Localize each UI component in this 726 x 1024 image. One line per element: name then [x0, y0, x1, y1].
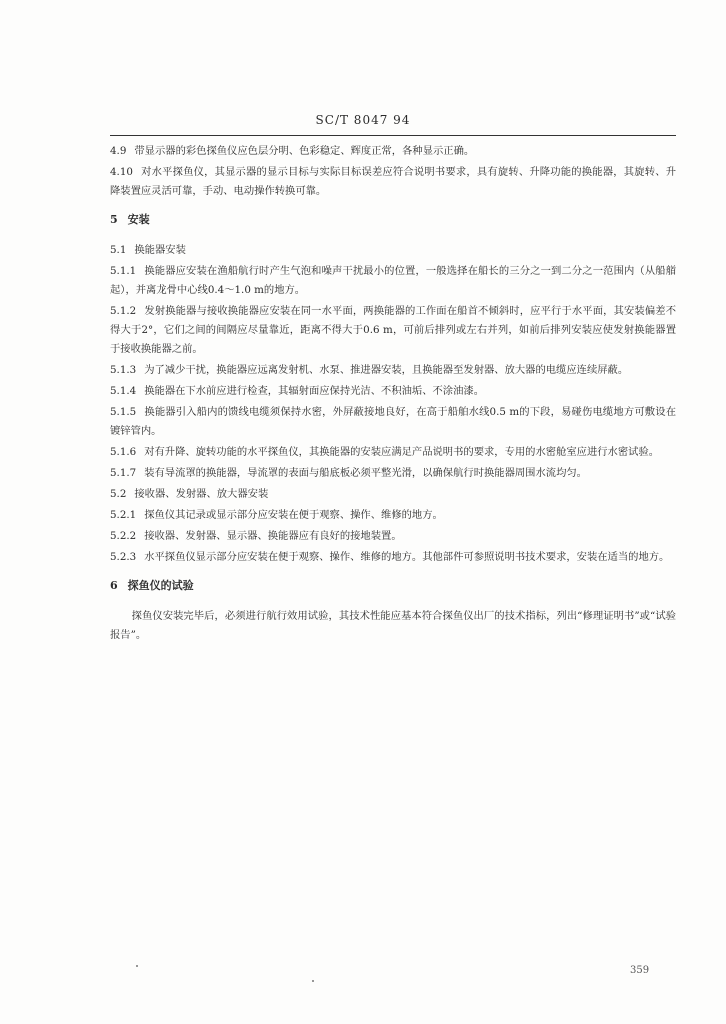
clause-paragraph: [110, 443, 676, 462]
clause-text: 带显示器的彩色探鱼仪应色层分明、色彩稳定、辉度正常，各种显示正确。: [134, 145, 475, 157]
section-heading: [110, 578, 676, 594]
clause-number: 5: [110, 213, 118, 226]
clause-text: 换能器引入船内的馈线电缆须保持水密，外屏蔽接地良好，在高于船舶水线0.5 m的下段，易碰伤电缆地方可敷设在镀锌管内。: [110, 406, 676, 437]
page-header: SC/T 8047 94: [315, 113, 411, 127]
clause-number: 5.1.6: [110, 446, 137, 458]
clause-number: 5.1: [110, 244, 127, 256]
clause-paragraph: [110, 163, 676, 201]
clause-text: 接收器、发射器、显示器、换能器应有良好的接地装置。: [144, 530, 402, 542]
clause-paragraph: [110, 548, 676, 567]
clause-text: 探鱼仪安装完毕后，必须进行航行效用试验，其技术性能应基本符合探鱼仪出厂的技术指标，列出“修理证明书”或“试验报告”。: [110, 610, 676, 641]
clause-paragraph: [110, 302, 676, 359]
clause-paragraph: [110, 464, 676, 483]
clause-text: 对水平探鱼仪，其显示器的显示目标与实际目标误差应符合说明书要求，具有旋转、升降功能的换能器，其旋转、升降装置应灵活可靠，手动、电动操作转换可靠。: [110, 166, 676, 197]
paragraph: [110, 607, 676, 645]
header-rule: [110, 135, 676, 136]
page-number: 359: [630, 965, 650, 976]
clause-paragraph: [110, 262, 676, 300]
clause-text: 探鱼仪的试验: [127, 579, 194, 592]
clause-paragraph: [110, 485, 676, 504]
clause-paragraph: [110, 403, 676, 441]
clause-number: 5.2.1: [110, 509, 137, 521]
clause-number: 5.2.3: [110, 551, 137, 563]
clause-number: 5.1.4: [110, 385, 137, 397]
clause-number: 4.10: [110, 166, 133, 178]
clause-paragraph: [110, 241, 676, 260]
clause-text: 为了减少干扰，换能器应远离发射机、水泵、推进器安装，且换能器至发射器、放大器的电缆应连续屏蔽。: [144, 364, 629, 376]
section-heading: [110, 212, 676, 228]
clause-text: 接收器、发射器、放大器安装: [134, 488, 269, 500]
clause-text: 水平探鱼仪显示部分应安装在便于观察、操作、维修的地方。其他部件可参照说明书技术要求，安装在适当的地方。: [144, 551, 670, 563]
clause-text: 装有导流罩的换能器，导流罩的表面与船底板必须平整光滑，以确保航行时换能器周围水流均匀。: [144, 467, 587, 479]
clause-number: 5.1.7: [110, 467, 137, 479]
clause-text: 换能器在下水前应进行检查，其辐射面应保持光洁、不积油垢、不涂油漆。: [144, 385, 484, 397]
clause-number: 5.1.3: [110, 364, 137, 376]
clause-paragraph: [110, 361, 676, 380]
clause-text: 对有升降、旋转功能的水平探鱼仪，其换能器的安装应满足产品说明书的要求，专用的水密舱室应进行水密试验。: [144, 446, 660, 458]
clause-paragraph: [110, 527, 676, 546]
clause-number: 5.1.1: [110, 265, 137, 277]
clause-number: 6: [110, 579, 118, 592]
clause-text: 换能器应安装在渔船航行时产生气泡和噪声干扰最小的位置，一般选择在船长的三分之一到二分之一范围内（从船艏起），并离龙骨中心线0.4～1.0 m的地方。: [110, 265, 676, 296]
clause-text: 安装: [127, 213, 150, 226]
clause-number: 5.2: [110, 488, 127, 500]
clause-paragraph: [110, 506, 676, 525]
clause-text: 发射换能器与接收换能器应安装在同一水平面，两换能器的工作面在船首不倾斜时，应平行于水平面，其安装偏差不得大于2°，它们之间的间隔应尽量靠近，距离不得大于0.6 m，可前后排列或左右并列，如前后排列安装应使发射换能器置于接收换能器之前。: [110, 305, 676, 355]
clause-text: 换能器安装: [134, 244, 186, 256]
clause-text: 探鱼仪其记录或显示部分应安装在便于观察、操作、维修的地方。: [144, 509, 443, 521]
clause-number: 5.1.2: [110, 305, 137, 317]
clause-paragraph: [110, 142, 676, 161]
clause-number: 5.2.2: [110, 530, 137, 542]
clause-paragraph: [110, 382, 676, 401]
scan-speck: [136, 965, 138, 967]
scan-speck: [312, 980, 314, 982]
clause-number: 4.9: [110, 145, 127, 157]
document-body: [110, 142, 676, 647]
clause-number: 5.1.5: [110, 406, 137, 418]
